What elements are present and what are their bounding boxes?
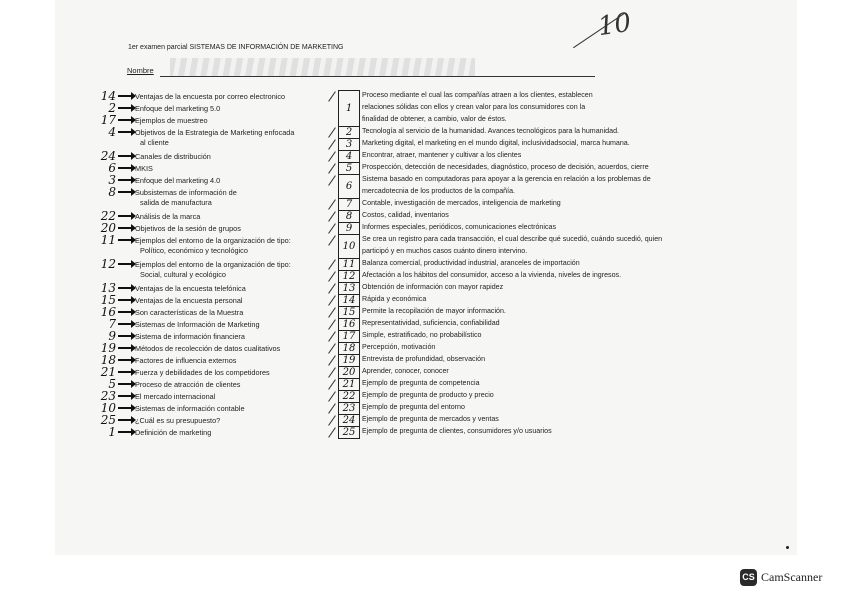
- left-item: [96, 366, 270, 378]
- item-label: Fuerza y debilidades de los competidores: [135, 367, 270, 377]
- definition-text: Representatividad, suficiencia, confiabilidad: [362, 319, 500, 327]
- definition-text: Permite la recopilación de mayor información.: [362, 307, 506, 315]
- arrow-icon: [118, 347, 132, 349]
- answer-box: 18: [338, 342, 360, 355]
- definition-text: Sistema basado en computadoras para apoyar a la gerencia en relación a los problemas de: [362, 175, 651, 183]
- answer-number: 21: [100, 365, 116, 379]
- definition-text: relaciones sólidas con ellos y crean valor para los consumidores con la: [362, 103, 586, 111]
- left-item: [96, 186, 237, 198]
- definition-text: Ejemplo de pregunta del entorno: [362, 403, 465, 411]
- arrow-icon: [118, 167, 132, 169]
- item-label: Enfoque del marketing 4.0: [135, 175, 221, 185]
- item-label: Ejemplos del entorno de la organización de tipo:: [135, 235, 291, 245]
- answer-box: 15: [338, 306, 360, 319]
- camscanner-logo: CS: [740, 569, 757, 586]
- arrow-icon: [118, 155, 132, 157]
- name-label: Nombre: [127, 66, 154, 75]
- answer-number: 9: [108, 329, 116, 343]
- left-item: [96, 258, 291, 270]
- answer-box: 3: [338, 138, 360, 151]
- left-item: [96, 222, 241, 234]
- answer-number: 23: [100, 389, 116, 403]
- answer-box: 7: [338, 198, 360, 211]
- left-item: [96, 126, 294, 138]
- item-label: Sistemas de información contable: [135, 403, 245, 413]
- arrow-icon: [118, 371, 132, 373]
- answer-number: 12: [100, 257, 116, 271]
- item-label: Ventajas de la encuesta personal: [135, 295, 243, 305]
- definition-text: Encontrar, atraer, mantener y cultivar a los clientes: [362, 151, 522, 159]
- definition-text: Se crea un registro para cada transacción, el cual describe qué sucedió, cuándo sucedió, quien: [362, 235, 663, 243]
- answer-box: 14: [338, 294, 360, 307]
- arrow-icon: [118, 407, 132, 409]
- answer-box: 1: [338, 90, 360, 127]
- answer-box: 2: [338, 126, 360, 139]
- answer-number: 1: [108, 425, 116, 439]
- definition-text: Informes especiales, periódicos, comunicaciones electrónicas: [362, 223, 556, 231]
- arrow-icon: [118, 239, 132, 241]
- arrow-icon: [118, 131, 132, 133]
- definition-text: Balanza comercial, productividad industrial, aranceles de importación: [362, 259, 580, 267]
- answer-box: 20: [338, 366, 360, 379]
- item-label-continued: Político, económico y tecnológico: [140, 246, 248, 255]
- arrow-icon: [118, 311, 132, 313]
- definition-text: participó y en muchos casos cuánto dinero intervino.: [362, 247, 528, 255]
- exam-title: 1er examen parcial SISTEMAS DE INFORMACIÓN DE MARKETING: [128, 44, 344, 51]
- item-label: Ejemplos del entorno de la organización de tipo:: [135, 259, 291, 269]
- definition-text: Ejemplo de pregunta de producto y precio: [362, 391, 494, 399]
- answer-box: 21: [338, 378, 360, 391]
- answer-number: 4: [108, 125, 116, 139]
- answer-box: 6: [338, 174, 360, 199]
- definition-text: Marketing digital, el marketing en el mundo digital, inclusividadsocial, marca humana.: [362, 139, 630, 147]
- camscanner-text: CamScanner: [761, 570, 823, 584]
- answer-box: 17: [338, 330, 360, 343]
- definition-text: Contable, investigación de mercados, inteligencia de marketing: [362, 199, 561, 207]
- item-label: Sistemas de Información de Marketing: [135, 319, 260, 329]
- arrow-icon: [118, 179, 132, 181]
- left-item: [96, 342, 280, 354]
- arrow-icon: [118, 263, 132, 265]
- answer-number: 14: [100, 89, 116, 103]
- arrow-icon: [118, 359, 132, 361]
- arrow-icon: [118, 191, 132, 193]
- answer-number: 11: [100, 233, 116, 247]
- definition-text: mercadotecnia de los productos de la compañía.: [362, 187, 516, 195]
- item-label: Canales de distribución: [135, 151, 211, 161]
- answer-number: 17: [100, 113, 116, 127]
- answer-number: 15: [100, 293, 116, 307]
- definition-text: Ejemplo de pregunta de mercados y ventas: [362, 415, 499, 423]
- answer-box: 8: [338, 210, 360, 223]
- arrow-icon: [118, 323, 132, 325]
- answer-number: 13: [100, 281, 116, 295]
- left-item: [96, 90, 285, 102]
- answer-box: 10: [338, 234, 360, 259]
- item-label: MKIS: [135, 163, 153, 173]
- redacted-name: [170, 58, 475, 76]
- left-item: [96, 402, 245, 414]
- answer-box: 9: [338, 222, 360, 235]
- arrow-icon: [118, 119, 132, 121]
- item-label: Definición de marketing: [135, 427, 212, 437]
- definition-text: Ejemplo de pregunta de clientes, consumidores y/o usuarios: [362, 427, 552, 435]
- scan-dot: [786, 546, 789, 549]
- definition-text: Afectación a los hábitos del consumidor, acceso a la vivienda, niveles de ingresos.: [362, 271, 622, 279]
- arrow-icon: [118, 95, 132, 97]
- answer-number: 3: [108, 173, 116, 187]
- definition-text: Tecnología al servicio de la humanidad. Avances tecnológicos para la humanidad.: [362, 127, 619, 135]
- item-label: Factores de influencia externos: [135, 355, 237, 365]
- answer-number: 18: [100, 353, 116, 367]
- arrow-icon: [118, 107, 132, 109]
- answer-number: 10: [100, 401, 116, 415]
- arrow-icon: [118, 215, 132, 217]
- answer-number: 25: [100, 413, 116, 427]
- item-label: Proceso de atracción de clientes: [135, 379, 241, 389]
- arrow-icon: [118, 383, 132, 385]
- answer-box: 5: [338, 162, 360, 175]
- item-label: Ventajas de la encuesta telefónica: [135, 283, 246, 293]
- item-label: Ventajas de la encuesta por correo electronico: [135, 91, 286, 101]
- item-label: Métodos de recolección de datos cualitativos: [135, 343, 281, 353]
- left-item: [96, 294, 243, 306]
- definition-text: Ejemplo de pregunta de competencia: [362, 379, 480, 387]
- left-item: [96, 234, 291, 246]
- item-label: El mercado internacional: [135, 391, 216, 401]
- arrow-icon: [118, 287, 132, 289]
- arrow-icon: [118, 227, 132, 229]
- answer-box: 11: [338, 258, 360, 271]
- item-label: Objetivos de la sesión de grupos: [135, 223, 241, 233]
- left-item: [96, 426, 211, 438]
- definition-text: Percepción, motivación: [362, 343, 436, 351]
- item-label: ¿Cuál es su presupuesto?: [135, 415, 221, 425]
- answer-box: 12: [338, 270, 360, 283]
- definition-text: Entrevista de profundidad, observación: [362, 355, 486, 363]
- name-line: [160, 76, 595, 77]
- left-item: [96, 282, 246, 294]
- item-label: Subsistemas de información de: [135, 187, 237, 197]
- item-label: Sistema de información financiera: [135, 331, 245, 341]
- definition-text: Obtención de información con mayor rapidez: [362, 283, 504, 291]
- arrow-icon: [118, 431, 132, 433]
- arrow-icon: [118, 395, 132, 397]
- item-label-continued: al cliente: [140, 138, 169, 147]
- answer-number: 22: [100, 209, 116, 223]
- definition-text: Proceso mediante el cual las compañías atraen a los clientes, establecen: [362, 91, 593, 99]
- left-item: [96, 354, 236, 366]
- answer-number: 2: [108, 101, 116, 115]
- definition-text: Costos, calidad, inventarios: [362, 211, 449, 219]
- answer-number: 8: [108, 185, 116, 199]
- answer-box: 16: [338, 318, 360, 331]
- answer-number: 7: [108, 317, 116, 331]
- answer-box: 23: [338, 402, 360, 415]
- definition-text: Aprender, conocer, conocer: [362, 367, 449, 375]
- left-item: [96, 330, 245, 342]
- answer-number: 20: [100, 221, 116, 235]
- answer-box: 22: [338, 390, 360, 403]
- item-label: Son características de la Muestra: [135, 307, 244, 317]
- answer-box: 25: [338, 426, 360, 439]
- definition-text: Rápida y económica: [362, 295, 427, 303]
- answer-box: 24: [338, 414, 360, 427]
- grade-mark: 10: [596, 7, 634, 43]
- answer-number: 5: [108, 377, 116, 391]
- answer-number: 24: [100, 149, 116, 163]
- left-item: [96, 318, 260, 330]
- item-label: Análisis de la marca: [135, 211, 201, 221]
- answer-number: 6: [108, 161, 116, 175]
- answer-box: 4: [338, 150, 360, 163]
- item-label-continued: salida de manufactura: [140, 198, 212, 207]
- left-item: [96, 306, 243, 318]
- left-item: [96, 378, 240, 390]
- item-label-continued: Social, cultural y ecológico: [140, 270, 226, 279]
- definition-text: Simple, estratificado, no probabilístico: [362, 331, 482, 339]
- item-label: Ejemplos de muestreo: [135, 115, 208, 125]
- item-label: Enfoque del marketing 5.0: [135, 103, 221, 113]
- answer-number: 19: [100, 341, 116, 355]
- answer-box: 19: [338, 354, 360, 367]
- definition-text: Prospección, detección de necesidades, diagnóstico, proceso de decisión, acuerdos, cierre: [362, 163, 649, 171]
- answer-box: 13: [338, 282, 360, 295]
- arrow-icon: [118, 299, 132, 301]
- answer-number: 16: [100, 305, 116, 319]
- definition-text: finalidad de obtener, a cambio, valor de éstos.: [362, 115, 507, 123]
- arrow-icon: [118, 335, 132, 337]
- item-label: Objetivos de la Estrategia de Marketing enfocada: [135, 127, 295, 137]
- arrow-icon: [118, 419, 132, 421]
